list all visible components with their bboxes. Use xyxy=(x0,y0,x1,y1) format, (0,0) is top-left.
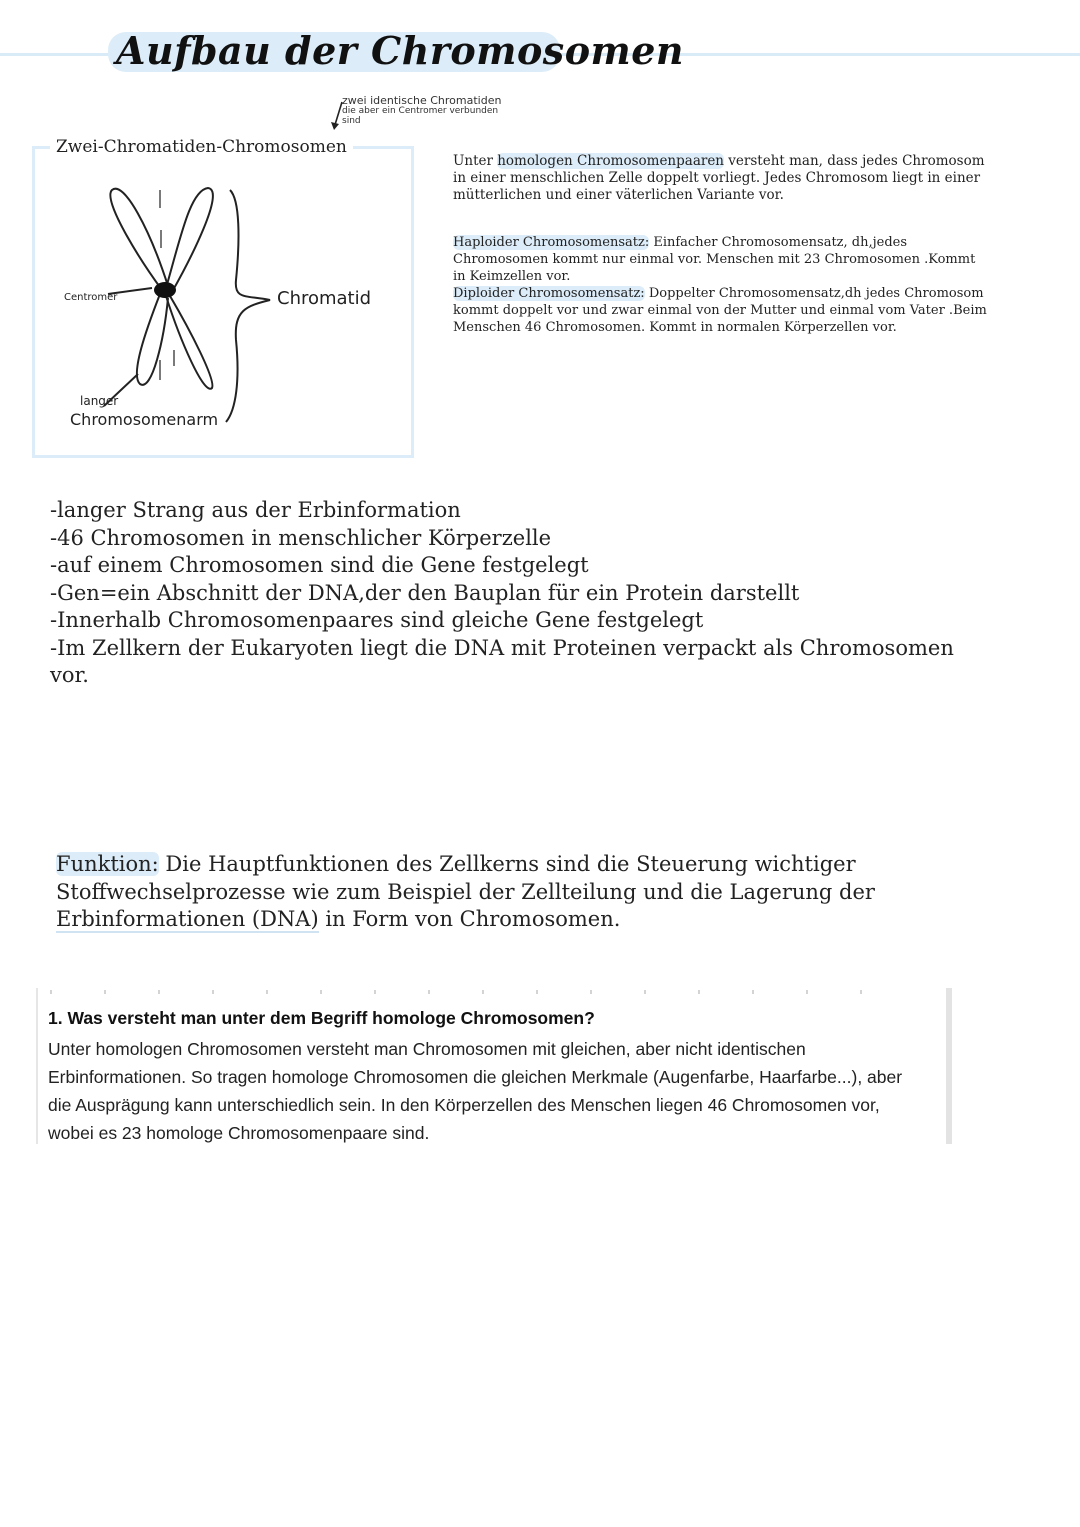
homolog-paragraph xyxy=(453,153,1053,204)
answer-line: die Ausprägung kann unterschiedlich sein. In den Körperzellen des Menschen liegen 46 Chromosomen vor, xyxy=(48,1095,880,1115)
page-title: Aufbau der Chromosomen xyxy=(116,28,685,73)
upper-left-arm xyxy=(110,189,168,290)
label-centromer: Centromer xyxy=(64,292,118,303)
centromere-dot xyxy=(154,282,176,298)
fact-item: vor. xyxy=(50,663,89,687)
homolog-line-1: versteht man, dass jedes Chromosom xyxy=(724,153,985,169)
label-chromatid: Chromatid xyxy=(277,288,372,309)
diploid-line-2: kommt doppelt vor und zwar einmal von der Mutter und einmal vom Vater .Beim xyxy=(453,303,987,318)
haploid-line-2: Chromosomen kommt nur einmal vor. Menschen mit 23 Chromosomen .Kommt xyxy=(453,252,976,267)
label-arm-2: Chromosomenarm xyxy=(70,410,219,429)
homolog-line-2: in einer menschlichen Zelle doppelt vorliegt. Jedes Chromosom liegt in einer xyxy=(453,170,981,186)
chromosome-facts-list xyxy=(50,497,1030,690)
diploid-paragraph xyxy=(453,285,1053,336)
lower-right-arm xyxy=(166,296,212,389)
note-line-1: zwei identische Chromatiden xyxy=(342,94,502,107)
answer-line: wobei es 23 homologe Chromosomenpaare sind. xyxy=(48,1123,430,1143)
answer-line: Erbinformationen. So tragen homologe Chromosomen die gleichen Merkmale (Augenfarbe, Haarfarbe...), aber xyxy=(48,1067,903,1087)
label-arm-1: langer xyxy=(80,394,119,408)
homolog-line-3: mütterlichen und einer väterlichen Variante vor. xyxy=(453,187,784,203)
haploid-line-1: Einfacher Chromosomensatz, dh,jedes xyxy=(649,235,908,250)
haploid-paragraph xyxy=(453,234,1053,285)
diagram-top-note xyxy=(342,96,501,126)
question-text: 1. Was versteht man unter dem Begriff homologe Chromosomen? xyxy=(48,1008,595,1028)
chromatid-bracket xyxy=(226,190,270,422)
funktion-paragraph xyxy=(56,851,956,934)
note-arrow-icon xyxy=(330,100,346,134)
homolog-pre: Unter xyxy=(453,153,498,169)
haploid-line-3: in Keimzellen vor. xyxy=(453,269,571,284)
fact-item: -Innerhalb Chromosomenpaares sind gleiche Gene festgelegt xyxy=(50,608,704,632)
answer-text xyxy=(48,1035,948,1147)
diploid-highlight: Diploider Chromosomensatz: xyxy=(453,286,645,301)
funktion-line-3b: in Form von Chromosomen. xyxy=(318,907,621,931)
diagram-box-title: Zwei-Chromatiden-Chromosomen xyxy=(50,137,353,157)
fact-item: -auf einem Chromosomen sind die Gene festgelegt xyxy=(50,553,589,577)
homolog-highlight: homologen Chromosomenpaaren xyxy=(497,153,724,169)
funktion-line-1: Die Hauptfunktionen des Zellkerns sind die Steuerung wichtiger xyxy=(158,852,856,876)
diploid-line-1: Doppelter Chromosomensatz,dh jedes Chromosom xyxy=(644,286,984,301)
diploid-line-3: Menschen 46 Chromosomen. Kommt in normalen Körperzellen vor. xyxy=(453,320,897,335)
upper-right-arm xyxy=(166,188,213,292)
fact-item: -langer Strang aus der Erbinformation xyxy=(50,498,461,522)
note-line-2: die aber ein Centromer verbunden xyxy=(342,106,499,116)
question-answer-block xyxy=(36,988,952,1144)
note-line-3: sind xyxy=(342,116,361,126)
funktion-line-3a: Erbinformationen (DNA) xyxy=(56,907,319,931)
fact-item: -46 Chromosomen in menschlicher Körperzelle xyxy=(50,525,552,550)
lower-left-arm xyxy=(137,294,168,385)
answer-line: Unter homologen Chromosomen versteht man Chromosomen mit gleichen, aber nicht identischen xyxy=(48,1039,806,1059)
funktion-line-2: Stoffwechselprozesse wie zum Beispiel der Zellteilung und die Lagerung der xyxy=(56,879,875,904)
funktion-label: Funktion: xyxy=(56,852,159,876)
fact-item: -Gen=ein Abschnitt der DNA,der den Bauplan für ein Protein darstellt xyxy=(50,580,800,605)
haploid-highlight: Haploider Chromosomensatz: xyxy=(453,235,650,250)
fact-item: -Im Zellkern der Eukaryoten liegt die DNA mit Proteinen verpackt als Chromosomen xyxy=(50,635,954,660)
